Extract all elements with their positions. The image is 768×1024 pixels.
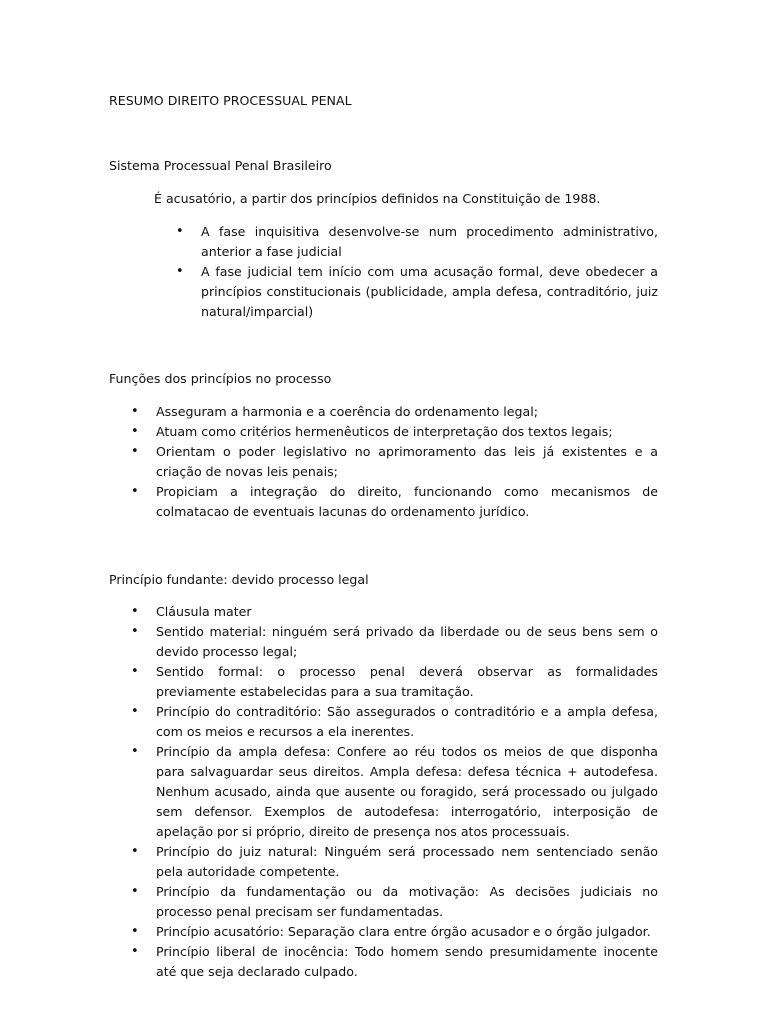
bullet-icon: •: [131, 704, 139, 719]
list-item: [131, 842, 658, 882]
list-item: [131, 422, 658, 442]
list-item: [131, 482, 658, 522]
list-item: [131, 942, 658, 982]
list-item: [131, 602, 658, 622]
list-item: [131, 622, 658, 662]
list-item-text: Princípio da fundamentação ou da motivação: As decisões judiciais no processo penal precisam ser fundamentadas.: [156, 884, 658, 919]
bullet-list-sistema: [176, 222, 658, 322]
list-item-text: Princípio do contraditório: São assegurados o contraditório e a ampla defesa, com os meios e recursos a ela inerentes.: [156, 704, 658, 739]
list-item: [131, 702, 658, 742]
bullet-icon: •: [131, 744, 139, 759]
list-item: [176, 222, 658, 262]
bullet-icon: •: [131, 844, 139, 859]
bullet-icon: •: [131, 484, 139, 499]
bullet-icon: •: [131, 424, 139, 439]
list-item-text: Orientam o poder legislativo no aprimoramento das leis já existentes e a criação de novas leis penais;: [156, 444, 658, 479]
section-heading-principio-fundante: Princípio fundante: devido processo legal: [109, 572, 369, 587]
list-item-text: Propiciam a integração do direito, funcionando como mecanismos de colmatacao de eventuais lacunas do ordenamento jurídico.: [156, 484, 658, 519]
bullet-icon: •: [131, 664, 139, 679]
bullet-icon: •: [131, 924, 139, 939]
list-item-text: Princípio da ampla defesa: Confere ao réu todos os meios de que disponha para salvaguardar seus direitos. Ampla defesa: defesa técnica + autodefesa. Nenhum acusado, ainda que ausente ou foragido, será processado ou julgado sem defensor. Exemplos de autodefesa: interrogatório, interposição de apelação por si próprio, direito de presença nos atos processuais.: [156, 744, 658, 839]
list-item: [131, 922, 658, 942]
list-item-text: A fase judicial tem início com uma acusação formal, deve obedecer a princípios constitucionais (publicidade, ampla defesa, contraditório, juiz natural/imparcial): [201, 264, 658, 319]
list-item: [131, 442, 658, 482]
list-item: [176, 262, 658, 322]
bullet-icon: •: [131, 944, 139, 959]
bullet-icon: •: [131, 884, 139, 899]
bullet-icon: •: [176, 264, 184, 279]
document-title: RESUMO DIREITO PROCESSUAL PENAL: [109, 93, 352, 108]
bullet-icon: •: [131, 404, 139, 419]
list-item-text: Sentido formal: o processo penal deverá observar as formalidades previamente estabelecidas para a sua tramitação.: [156, 664, 658, 699]
bullet-icon: •: [131, 444, 139, 459]
section-heading-sistema: Sistema Processual Penal Brasileiro: [109, 158, 332, 173]
list-item: [131, 742, 658, 842]
section-intro: É acusatório, a partir dos princípios definidos na Constituição de 1988.: [154, 191, 601, 206]
bullet-icon: •: [131, 624, 139, 639]
bullet-icon: •: [131, 604, 139, 619]
list-item-text: Asseguram a harmonia e a coerência do ordenamento legal;: [156, 404, 538, 419]
list-item-text: Princípio liberal de inocência: Todo homem sendo presumidamente inocente até que seja declarado culpado.: [156, 944, 658, 979]
bullet-icon: •: [176, 224, 184, 239]
list-item-text: Princípio acusatório: Separação clara entre órgão acusador e o órgão julgador.: [156, 924, 651, 939]
bullet-list-funcoes: [131, 402, 658, 522]
list-item: [131, 402, 658, 422]
list-item-text: Atuam como critérios hermenêuticos de interpretação dos textos legais;: [156, 424, 613, 439]
list-item-text: Princípio do juiz natural: Ninguém será processado nem sentenciado senão pela autoridade competente.: [156, 844, 658, 879]
section-heading-funcoes: Funções dos princípios no processo: [109, 371, 332, 386]
list-item: [131, 662, 658, 702]
bullet-list-principios: [131, 602, 658, 982]
list-item: [131, 882, 658, 922]
list-item-text: Sentido material: ninguém será privado da liberdade ou de seus bens sem o devido processo legal;: [156, 624, 658, 659]
list-item-text: A fase inquisitiva desenvolve-se num procedimento administrativo, anterior a fase judicial: [201, 224, 658, 259]
list-item-text: Cláusula mater: [156, 604, 252, 619]
